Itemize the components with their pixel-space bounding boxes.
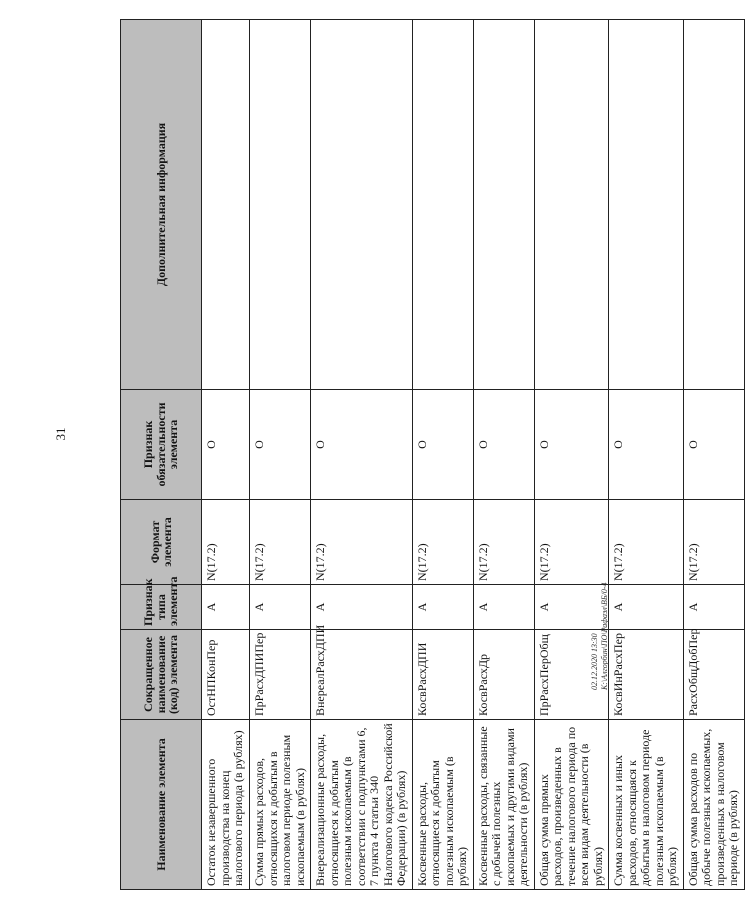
table-row (473, 20, 534, 890)
cell-required: О (250, 390, 311, 500)
cell-format: N(17.2) (250, 500, 311, 585)
cell-code: РасхОбщДобПер (683, 630, 744, 720)
cell-type: А (473, 585, 534, 630)
cell-code: ПрРасхДПИПер (250, 630, 311, 720)
cell-required: О (412, 390, 473, 500)
cell-name: Остаток незавершенного производства на конец налогового периода (в рублях) (202, 720, 250, 890)
cell-format: N(17.2) (412, 500, 473, 585)
table-row (202, 20, 250, 890)
cell-required: О (202, 390, 250, 500)
cell-code: ОстНПКонПер (202, 630, 250, 720)
cell-info (202, 20, 250, 390)
cell-type: А (609, 585, 684, 630)
cell-name: Сумма косвенных и иных расходов, относящаяся к добытым в налоговом периоде полезным ископаемым (в рублях) (609, 720, 684, 890)
cell-name: Внереализационные расходы, относящиеся к добытым полезным ископаемым (в соответствии с подпунктами 6, 7 пункта 4 статьи 340 Налогового кодекса Российской Федерации) (в рублях) (311, 720, 413, 890)
cell-info (683, 20, 744, 390)
cell-required: О (534, 390, 609, 500)
cell-code: КосвРасхДПИ (412, 630, 473, 720)
table-row (412, 20, 473, 890)
cell-info (250, 20, 311, 390)
footer-path: К:\Алгорбин\ПО\Рафаэл\ВБ/0-4 (600, 582, 609, 690)
header-type: Признак типа элемента (121, 585, 202, 630)
table-row (683, 20, 744, 890)
cell-type: А (250, 585, 311, 630)
footer-date: 02.12.2020 13:30 (590, 633, 599, 690)
header-name: Наименование элемента (121, 720, 202, 890)
cell-required: О (609, 390, 684, 500)
table-header-row (121, 20, 202, 890)
cell-format: N(17.2) (311, 500, 413, 585)
cell-name: Косвенные расходы, связанные с добычей полезных ископаемых и другими видами деятельности (в рублях) (473, 720, 534, 890)
cell-code: КосвИнРасхПер (609, 630, 684, 720)
table-row (609, 20, 684, 890)
table-row (534, 20, 609, 890)
cell-name: Сумма прямых расходов, относящихся к добытым в налоговом периоде полезным ископаемым (в рублях) (250, 720, 311, 890)
elements-table (120, 19, 745, 890)
cell-name: Общая сумма расходов по добыче полезных ископаемых, произведенных в налоговом периоде (в рублях) (683, 720, 744, 890)
cell-type: А (311, 585, 413, 630)
cell-type: А (683, 585, 744, 630)
header-required: Признак обязательности элемента (121, 390, 202, 500)
table-row (250, 20, 311, 890)
cell-format: N(17.2) (534, 500, 609, 585)
cell-type: А (202, 585, 250, 630)
cell-info (311, 20, 413, 390)
cell-info (534, 20, 609, 390)
footer-stamp (590, 490, 620, 690)
header-code: Сокращенное наименование (код) элемента (121, 630, 202, 720)
cell-info (609, 20, 684, 390)
cell-format: N(17.2) (473, 500, 534, 585)
cell-name: Общая сумма прямых расходов, произведенных в течение налогового периода по всем видам деятельности (в рублях) (534, 720, 609, 890)
cell-info (412, 20, 473, 390)
cell-format: N(17.2) (609, 500, 684, 585)
page-number: 31 (53, 427, 68, 441)
cell-type: А (534, 585, 609, 630)
header-info: Дополнительная информация (121, 20, 202, 390)
cell-code: ВнереалРасхДПИ (311, 630, 413, 720)
cell-format: N(17.2) (202, 500, 250, 585)
header-format: Формат элемента (121, 500, 202, 585)
cell-required: О (311, 390, 413, 500)
cell-required: О (473, 390, 534, 500)
cell-info (473, 20, 534, 390)
cell-code: ПрРасхПерОбщ (534, 630, 609, 720)
cell-name: Косвенные расходы, относящиеся к добытым полезным ископаемым (в рублях) (412, 720, 473, 890)
cell-required: О (683, 390, 744, 500)
cell-type: А (412, 585, 473, 630)
table-row (311, 20, 413, 890)
cell-format: N(17.2) (683, 500, 744, 585)
cell-code: КосвРасхДр (473, 630, 534, 720)
